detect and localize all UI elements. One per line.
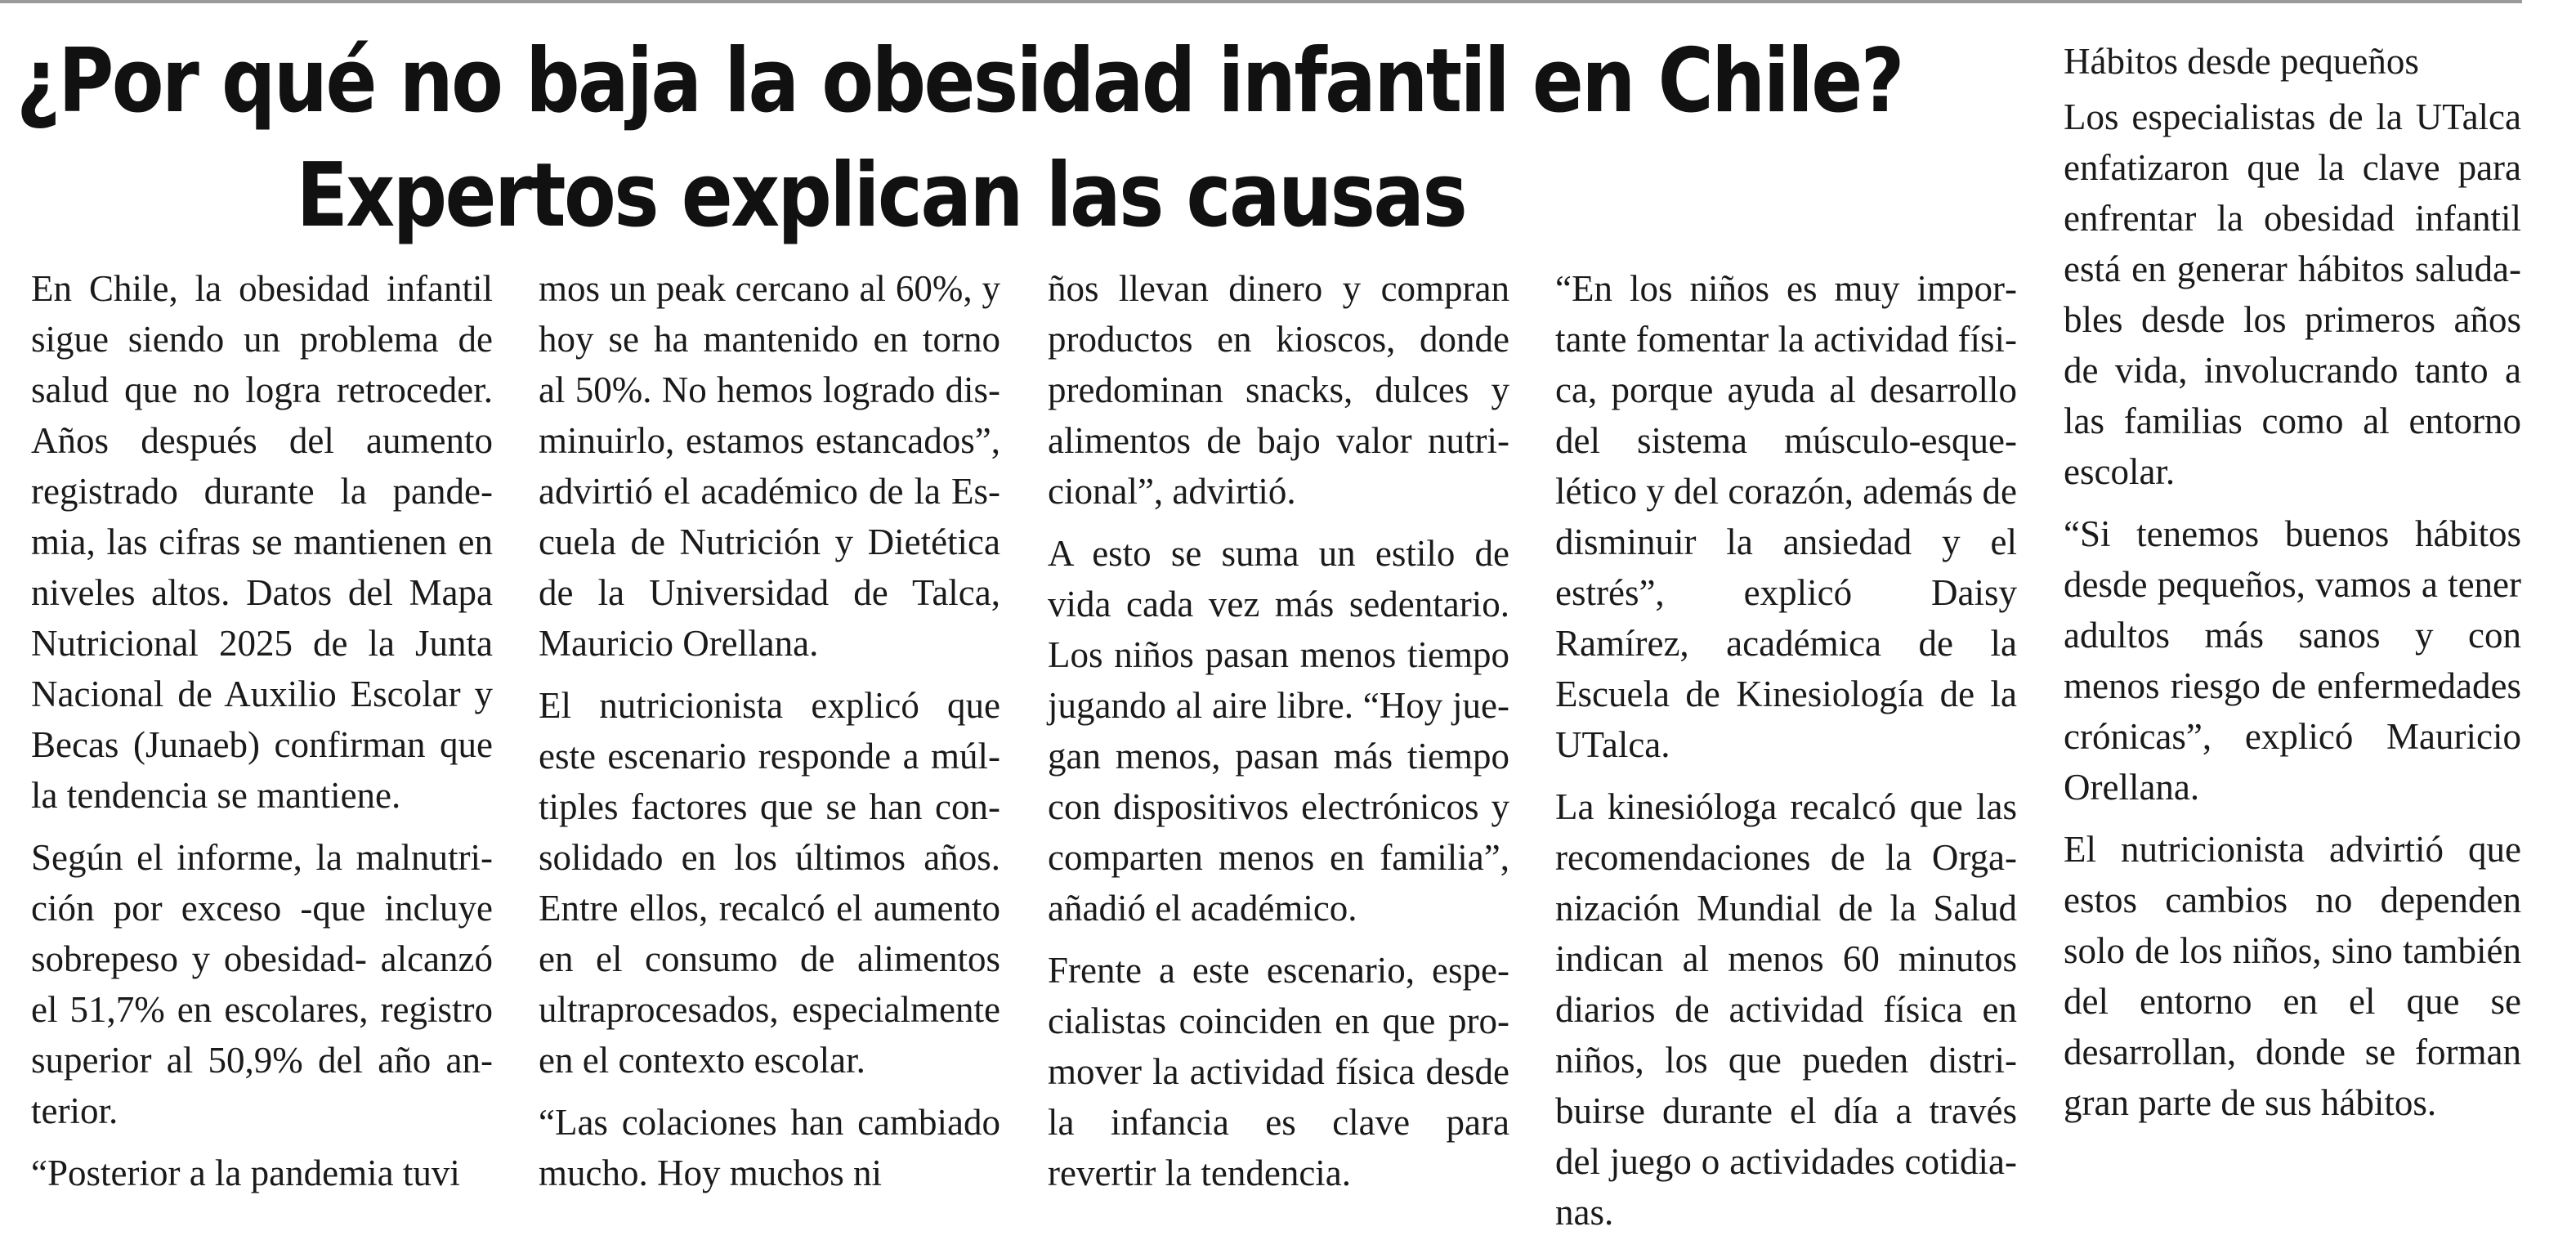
- paragraph: Frente a este escenario, especialistas coinciden en que promover la actividad física desde la infancia es clave para revertir la tendencia.: [1048, 950, 1509, 1193]
- article-column-3: [1048, 263, 1509, 1210]
- paragraph: “Posterior a la pandemia tuvi: [31, 1153, 460, 1193]
- headline-line-2: Expertos explican las causas: [296, 145, 1466, 247]
- article-column-5: [2064, 36, 2521, 1139]
- article-column-2: [539, 263, 1000, 1210]
- paragraph: “Las colaciones han cambiado mucho. Hoy muchos ni: [539, 1102, 1000, 1193]
- paragraph: El nutricionista advirtió que estos cambios no dependen solo de los niños, sino también del entorno en el que se desarrollan, donde se forman gran parte de sus hábitos.: [2064, 829, 2521, 1123]
- paragraph: “En los niños es muy importante fomentar la actividad física, porque ayuda al desarrollo del sistema músculo-esquelético y del corazón, además de disminuir la ansiedad y el estrés”, explicó Daisy Ramírez, académica de la Escuela de Kinesiología de la UTalca.: [1555, 268, 2017, 765]
- paragraph: mos un peak cercano al 60%, y hoy se ha mantenido en torno al 50%. No hemos logrado disminuirlo, estamos estancados”, advirtió el académico de la Escuela de Nutrición y Dietética de la Universidad de Talca, Mauricio Orellana.: [539, 268, 1000, 664]
- article-column-4: [1555, 263, 2017, 1249]
- paragraph: El nutricionista explicó que este escenario responde a múltiples factores que se han consolidado en los últimos años. Entre ellos, recalcó el aumento en el consumo de alimentos ultraprocesados, especialmente en el contexto escolar.: [539, 685, 1000, 1081]
- top-rule: [0, 0, 2522, 3]
- section-subheading: Hábitos desde pequeños: [2064, 41, 2419, 82]
- paragraph: “Si tenemos buenos hábitos desde pequeños, vamos a tener adultos más sanos y con menos riesgo de enfermedades crónicas”, explicó Mauricio Orellana.: [2064, 513, 2521, 808]
- headline-line-1: ¿Por qué no baja la obesidad infantil en Chile?: [16, 30, 1903, 132]
- article-column-1: [31, 263, 493, 1210]
- paragraph: A esto se suma un estilo de vida cada vez más sedentario. Los niños pasan menos tiempo jugando al aire libre. “Hoy juegan menos, pasan más tiempo con dispositivos electrónicos y comparten menos en familia”, añadió el académico.: [1048, 533, 1509, 929]
- paragraph: La kinesióloga recalcó que las recomendaciones de la Organización Mundial de la Salud indican al menos 60 minutos diarios de actividad física en niños, los que pueden distribuirse durante el día a través del juego o actividades cotidianas.: [1555, 786, 2017, 1233]
- paragraph: En Chile, la obesidad infantil sigue siendo un problema de salud que no logra retroceder. Años después del aumento registrado durante la pandemia, las cifras se mantienen en niveles altos. Datos del Mapa Nutricional 2025 de la Junta Nacional de Auxilio Escolar y Becas (Junaeb) confirman que la tendencia se mantiene.: [31, 268, 493, 816]
- paragraph: ños llevan dinero y compran productos en kioscos, donde predominan snacks, dulces y alimentos de bajo valor nutricional”, advirtió.: [1048, 268, 1509, 512]
- paragraph: Los especialistas de la UTalca enfatizaron que la clave para enfrentar la obesidad infantil está en generar hábitos saludables desde los primeros años de vida, involucrando tanto a las familias como al entorno escolar.: [2064, 96, 2521, 492]
- headline: [16, 25, 1903, 253]
- paragraph: Según el informe, la malnutrición por exceso -que incluye sobrepeso y obesidad- alcanzó el 51,7% en escolares, registro superior al 50,9% del año anterior.: [31, 837, 493, 1131]
